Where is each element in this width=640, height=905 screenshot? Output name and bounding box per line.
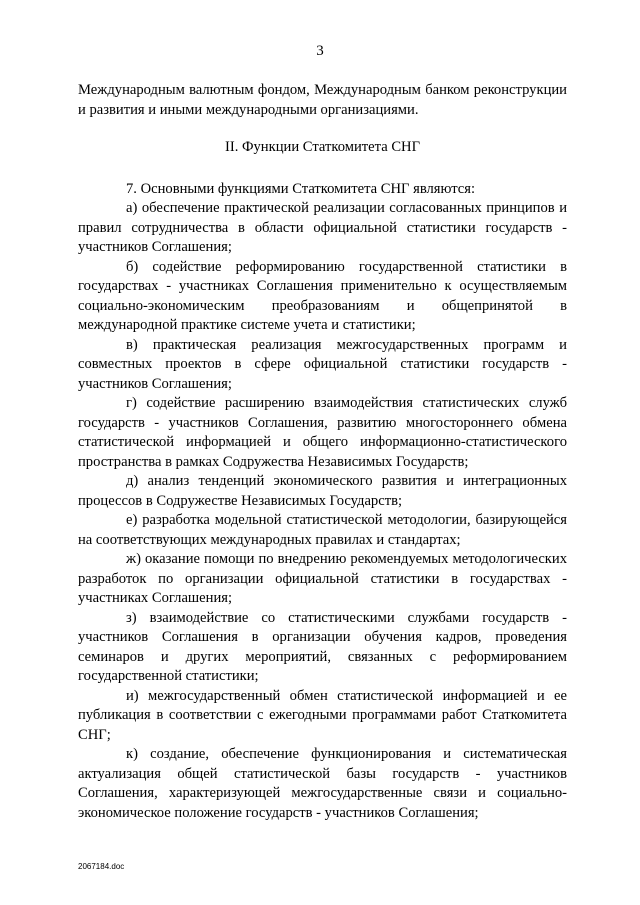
document-body (78, 81, 567, 823)
continuation-paragraph: Международным валютным фондом, Международным банком реконструкции и развития и иными международными организациями. (78, 82, 567, 118)
list-item-b: б) содействие реформированию государственной статистики в государствах - участниках Соглашения применительно к осуществляемым социально-экономическим преобразованиям и общепринятой в международной практике системе учета и статистики; (78, 258, 567, 333)
section-heading: II. Функции Статкомитета СНГ (224, 139, 421, 155)
intro-paragraph: 7. Основными функциями Статкомитета СНГ являются: (126, 180, 476, 197)
footer-filename: 2067184.doc (78, 862, 125, 871)
list-item-d: д) анализ тенденций экономического развития и интеграционных процессов в Содружестве Независимых Государств; (78, 473, 567, 509)
list-item-z: з) взаимодействие со статистическими службами государств - участников Соглашения в организации обучения кадров, проведения семинаров и других мероприятий, связанных с реформированием государственной статистики; (78, 609, 567, 684)
list-item-g: г) содействие расширению взаимодействия статистических служб государств - участников Соглашения, развитию многостороннего обмена статистической информацией и общего информационно-статистического пространства в рамках Содружества Независимых Государств; (78, 395, 567, 470)
list-item-e: е) разработка модельной статистической методологии, базирующейся на соответствующих международных правилах и стандартах; (78, 512, 567, 548)
list-item-zh: ж) оказание помощи по внедрению рекомендуемых методологических разработок по организации официальной статистики в государствах - участниках Соглашения; (78, 551, 567, 606)
list-item-a: а) обеспечение практической реализации согласованных принципов и правил сотрудничества в области официальной статистики государств - участников Соглашения; (78, 200, 567, 255)
list-item-i: и) межгосударственный обмен статистической информацией и ее публикация в соответствии с ежегодными программами работ Статкомитета СНГ; (78, 687, 567, 743)
list-item-v: в) практическая реализация межгосударственных программ и совместных проектов в сфере официальной статистики государств - участников Соглашения; (78, 336, 567, 392)
page-number: 3 (316, 43, 324, 59)
list-item-k: к) создание, обеспечение функционирования и систематическая актуализация общей статистической базы государств - участников Соглашения, характеризующей межгосударственные связи и социально-экономическое положение государств - участников Соглашения; (78, 746, 567, 821)
